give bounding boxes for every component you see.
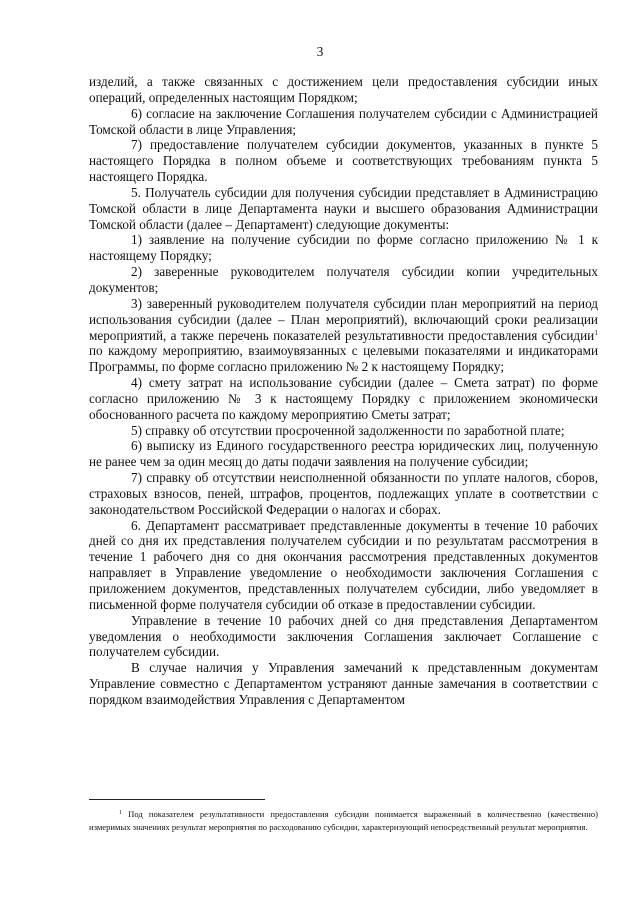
paragraph-doc-3-text-before: 3) заверенный руководителем получателя субсидии план мероприятий на период использования субсидии (далее – План мероприятий), включающий сроки реализации мероприятий, а также перечень показателей результативности предоставления субсидии	[89, 295, 598, 343]
paragraph-doc-3	[89, 296, 598, 375]
footnote-reference[interactable]: 1	[594, 327, 598, 337]
footnote-separator	[89, 799, 265, 800]
footnote	[89, 808, 598, 834]
page-number: 3	[316, 44, 324, 59]
footnote-text: Под показателем результативности предоставления субсидии понимается выраженный в количественно (качественно) измеримых значениях результат мероприятия по расходованию субсидии, характеризующий непосредственный результат мероприятия.	[89, 809, 599, 832]
paragraph-remarks: В случае наличия у Управления замечаний к представленным документам Управление совместно с Департаментом устраняют данные замечания в соответствии с порядком взаимодействия Управления с Департаментом	[89, 660, 598, 707]
paragraph-item-7: 7) предоставление получателем субсидии документов, указанных в пункте 5 настоящего Порядка в полном объеме и соответствующих требованиям пункта 5 настоящего Порядка.	[89, 137, 598, 185]
paragraph-doc-5: 5) справку об отсутствии просроченной задолженности по заработной плате;	[131, 422, 565, 438]
paragraph-doc-2: 2) заверенные руководителем получателя субсидии копии учредительных документов;	[89, 264, 598, 295]
paragraph-continuation: изделий, а также связанных с достижением цели предоставления субсидии иных операций, определенных настоящим Порядком;	[89, 74, 598, 105]
footnote-mark: 1	[119, 810, 122, 816]
paragraph-doc-4: 4) смету затрат на использование субсидии (далее – Смета затрат) по форме согласно приложению № 3 к настоящему Порядку с приложением экономически обоснованного расчета по каждому мероприятию Сметы затрат;	[89, 375, 598, 422]
paragraph-item-6: 6) согласие на заключение Соглашения получателем субсидии с Администрацией Томской области в лице Управления;	[89, 105, 598, 137]
paragraph-doc-3-text-after: по каждому мероприятию, взаимоувязанных с целевыми показателями и индикаторами Программы, по форме согласно приложению № 2 к настоящему Порядку;	[89, 343, 598, 375]
paragraph-doc-7: 7) справку об отсутствии неисполненной обязанности по уплате налогов, сборов, страховых взносов, пеней, штрафов, процентов, подлежащих уплате в соответствии с законодательством Российской Федерации о налогах и сборах.	[89, 470, 598, 517]
paragraph-doc-6: 6) выписку из Единого государственного реестра юридических лиц, полученную не ранее чем за один месяц до даты подачи заявления на получение субсидии;	[89, 438, 598, 470]
paragraph-section-6: 6. Департамент рассматривает представленные документы в течение 10 рабочих дней со дня их представления получателем субсидии и по результатам рассмотрения в течение 1 рабочего дня со дня окончания рассмотрения представленных документов направляет в Управление уведомление о необходимости заключения Соглашения с приложением документов, представленных получателем субсидии, либо уведомляет в письменной форме получателя субсидии об отказе в предоставлении субсидии.	[89, 517, 598, 612]
document-body	[89, 74, 598, 708]
paragraph-section-5: 5. Получатель субсидии для получения субсидии представляет в Администрацию Томской области в лице Департамента науки и высшего образования Администрации Томской области (далее – Департамент) следующие документы:	[89, 184, 598, 232]
paragraph-doc-1: 1) заявление на получение субсидии по форме согласно приложению № 1 к настоящему Порядку;	[89, 232, 598, 264]
paragraph-management-agreement: Управление в течение 10 рабочих дней со дня представления Департаментом уведомления о необходимости заключения Соглашения заключает Соглашение с получателем субсидии.	[89, 612, 598, 660]
